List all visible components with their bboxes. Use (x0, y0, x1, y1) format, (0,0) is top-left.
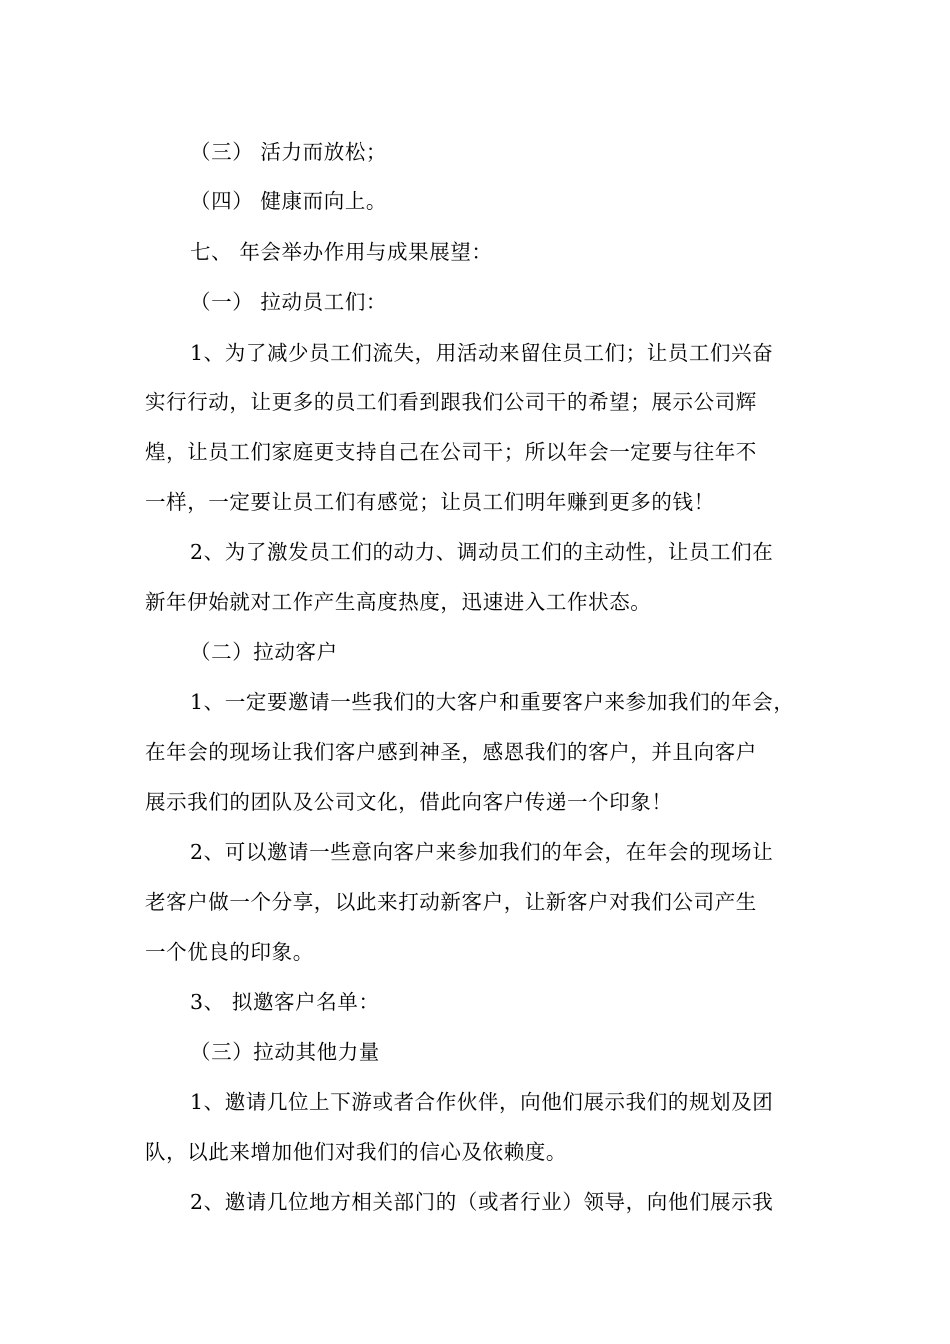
paragraph-line: 实行行动，让更多的员工们看到跟我们公司干的希望；展示公司辉 (145, 390, 757, 414)
paragraph-line: 展示我们的团队及公司文化，借此向客户传递一个印象！ (145, 790, 673, 814)
paragraph-line: 煌，让员工们家庭更支持自己在公司干；所以年会一定要与往年不 (145, 440, 757, 464)
paragraph-line: 2、邀请几位地方相关部门的（或者行业）领导，向他们展示我 (190, 1190, 774, 1214)
paragraph-line: 3、 拟邀客户名单： (190, 990, 380, 1014)
paragraph-line: 1、为了减少员工们流失，用活动来留住员工们；让员工们兴奋 (190, 341, 774, 365)
paragraph-line: 一样，一定要让员工们有感觉；让员工们明年赚到更多的钱！ (145, 490, 715, 514)
paragraph-line: 2、可以邀请一些意向客户来参加我们的年会，在年会的现场让 (190, 840, 774, 864)
section-heading: 七、 年会举办作用与成果展望： (190, 240, 493, 264)
paragraph-line: 2、为了激发员工们的动力、调动员工们的主动性，让员工们在 (190, 540, 774, 564)
paragraph-line: 1、一定要邀请一些我们的大客户和重要客户来参加我们的年会， (190, 690, 795, 714)
paragraph-line: 队，以此来增加他们对我们的信心及依赖度。 (145, 1140, 567, 1164)
paragraph-line: 1、邀请几位上下游或者合作伙伴，向他们展示我们的规划及团 (190, 1090, 774, 1114)
paragraph-line: 一个优良的印象。 (145, 940, 314, 964)
text-line: （三） 活力而放松； (190, 140, 388, 164)
paragraph-line: 老客户做一个分享，以此来打动新客户，让新客户对我们公司产生 (145, 890, 757, 914)
subsection-heading: （二）拉动客户 (190, 640, 338, 664)
paragraph-line: 在年会的现场让我们客户感到神圣，感恩我们的客户，并且向客户 (145, 740, 757, 764)
paragraph-line: 新年伊始就对工作产生高度热度，迅速进入工作状态。 (145, 590, 652, 614)
subsection-heading: （一） 拉动员工们： (190, 290, 388, 314)
text-line: （四） 健康而向上。 (190, 189, 388, 213)
subsection-heading: （三）拉动其他力量 (190, 1040, 380, 1064)
